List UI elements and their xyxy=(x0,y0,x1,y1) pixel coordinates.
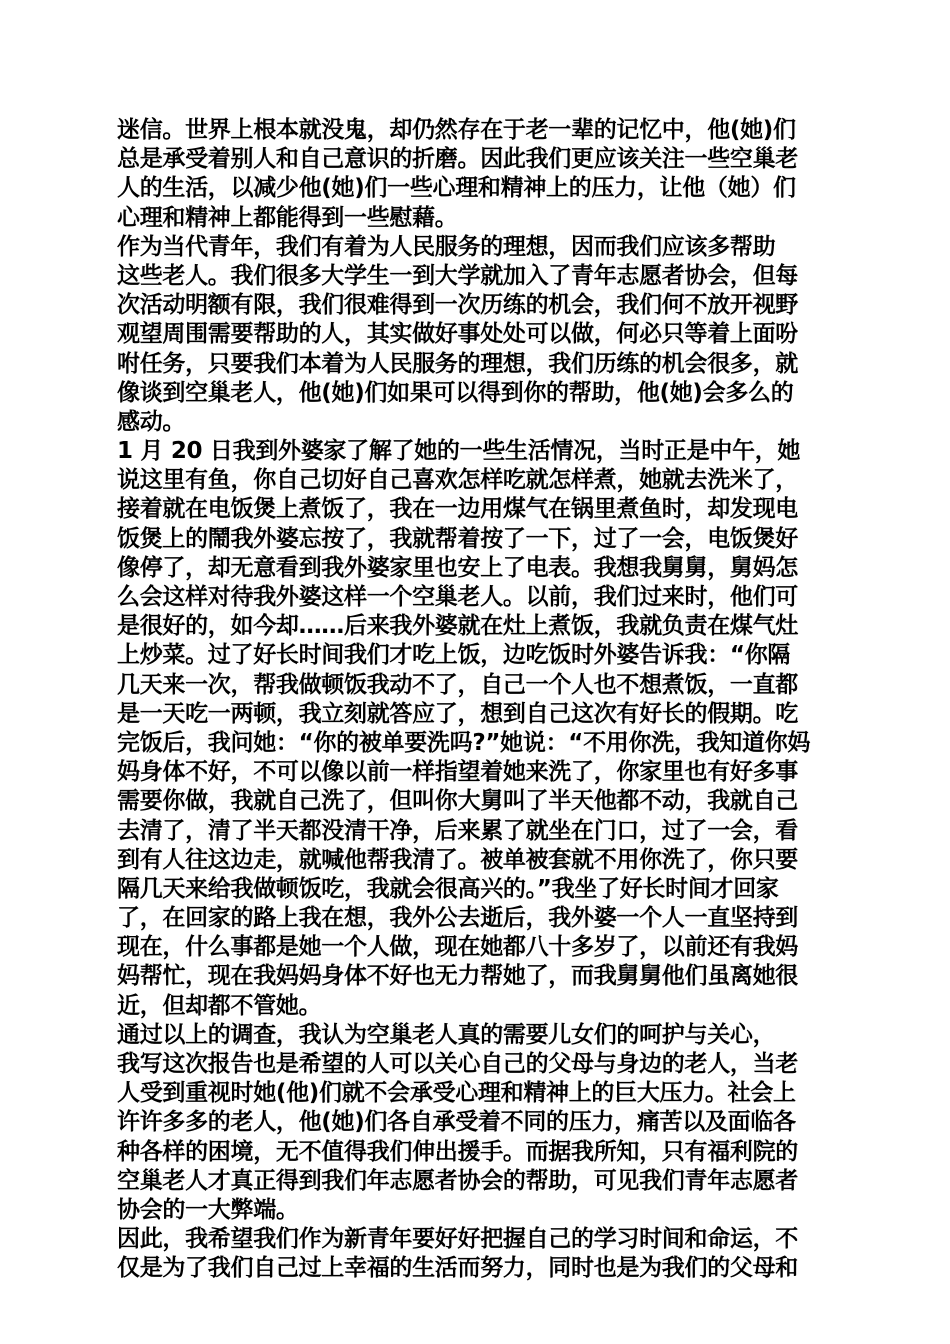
text-line: 作为当代青年，我们有着为人民服务的理想，因而我们应该多帮助 xyxy=(117,233,776,260)
text-line: 我写这次报告也是希望的人可以关心自己的父母与身边的老人，当老 xyxy=(117,1051,799,1077)
text-line: 迷信。世界上根本就没鬼，却仍然存在于老一辈的记忆中，他(她)们 xyxy=(117,117,796,143)
text-line: 总是承受着别人和自己意识的折磨。因此我们更应该关注一些空巢老 xyxy=(117,146,799,173)
text-line: 协会的一大弊端。 xyxy=(117,1196,299,1223)
text-line: 上炒菜。过了好长时间我们才吃上饭，边吃饭时外婆告诉我：“你隔 xyxy=(117,642,791,669)
text-line: 感动。 xyxy=(117,408,186,435)
text-line: 完饭后，我问她：“你的被单要洗吗?”她说：“不用你洗，我知道你妈 xyxy=(117,729,811,756)
text-line: 许许多多的老人，他(她)们各自承受着不同的压力，痛苦以及面临各 xyxy=(117,1109,796,1136)
text-line: 妈帮忙，现在我妈妈身体不好也无力帮她了，而我舅舅他们虽离她很 xyxy=(117,963,799,990)
text-line: 通过以上的调查，我认为空巢老人真的需要儿女们的呵护与关心， xyxy=(117,1021,776,1048)
text-line: 心理和精神上都能得到一些慰藉。 xyxy=(117,204,458,231)
text-line: 说这里有鱼，你自己切好自己喜欢怎样吃就怎样煮，她就去洗米了， xyxy=(117,467,799,494)
text-line: 观望周围需要帮助的人，其实做好事处处可以做，何必只等着上面吩 xyxy=(117,321,799,348)
text-line: 了，在回家的路上我在想，我外公去逝后，我外婆一个人一直坚持到 xyxy=(117,905,799,932)
text-line: 咐任务，只要我们本着为人民服务的理想，我们历练的机会很多，就 xyxy=(117,350,799,377)
text-line: 次活动明额有限，我们很难得到一次历练的机会，我们何不放开视野 xyxy=(117,292,799,319)
text-line: 么会这样对待我外婆这样一个空巢老人。以前，我们过来时，他们可 xyxy=(117,584,799,610)
text-line: 需要你做，我就自己洗了，但叫你大舅叫了半天他都不动，我就自己 xyxy=(117,788,799,815)
text-line: 近，但却都不管她。 xyxy=(117,992,322,1019)
text-line: 隔几天来给我做顿饭吃，我就会很高兴的。”我坐了好长时间才回家 xyxy=(117,875,779,902)
text-line: 像停了，却无意看到我外婆家里也安上了电表。我想我舅舅，舅妈怎 xyxy=(117,554,799,581)
text-line: 人受到重视时她(他)们就不会承受心理和精神上的巨大压力。社会上 xyxy=(117,1080,796,1107)
text-line: 空巢老人才真正得到我们年志愿者协会的帮助，可见我们青年志愿者 xyxy=(117,1167,799,1194)
text-line: 像谈到空巢老人，他(她)们如果可以得到你的帮助，他(她)会多么的 xyxy=(117,379,794,406)
text-line: 妈身体不好，不可以像以前一样指望着她来洗了，你家里也有好多事 xyxy=(117,759,799,786)
text-line: 因此，我希望我们作为新青年要好好把握自己的学习时间和命运，不 xyxy=(117,1226,799,1253)
text-line: 是很好的，如今却……后来我外婆就在灶上煮饭，我就负责在煤气灶 xyxy=(117,613,799,640)
text-line: 1 月 20 日我到外婆家了解了她的一些生活情况，当时正是中午，她 xyxy=(117,438,801,465)
text-line: 饭煲上的鬧我外婆忘按了，我就帮着按了一下，过了一会，电饭煲好 xyxy=(117,525,799,552)
text-line: 人的生活，以减少他(她)们一些心理和精神上的压力，让他（她）们 xyxy=(117,175,796,202)
text-line: 这些老人。我们很多大学生一到大学就加入了青年志愿者协会，但每 xyxy=(117,262,799,289)
text-line: 是一天吃一两顿，我立刻就答应了，想到自己这次有好长的假期。吃 xyxy=(117,700,799,727)
text-line: 去清了，清了半天都没清干净，后来累了就坐在门口，过了一会，看 xyxy=(117,817,799,844)
text-line: 现在，什么事都是她一个人做，现在她都八十多岁了，以前还有我妈 xyxy=(117,934,799,961)
text-line: 仅是为了我们自己过上幸福的生活而努力，同时也是为我们的父母和 xyxy=(117,1255,799,1282)
text-line: 到有人往这边走，就喊他帮我清了。被单被套就不用你洗了，你只要 xyxy=(117,846,799,873)
document-body xyxy=(117,116,837,1284)
text-line: 接着就在电饭煲上煮饭了，我在一边用煤气在锅里煮鱼时，却发现电 xyxy=(117,496,799,523)
text-line: 几天来一次，帮我做顿饭我动不了，自己一个人也不想煮饭，一直都 xyxy=(117,671,799,698)
text-line: 种各样的困境，无不值得我们伸出援手。而据我所知，只有福利院的 xyxy=(117,1138,799,1165)
